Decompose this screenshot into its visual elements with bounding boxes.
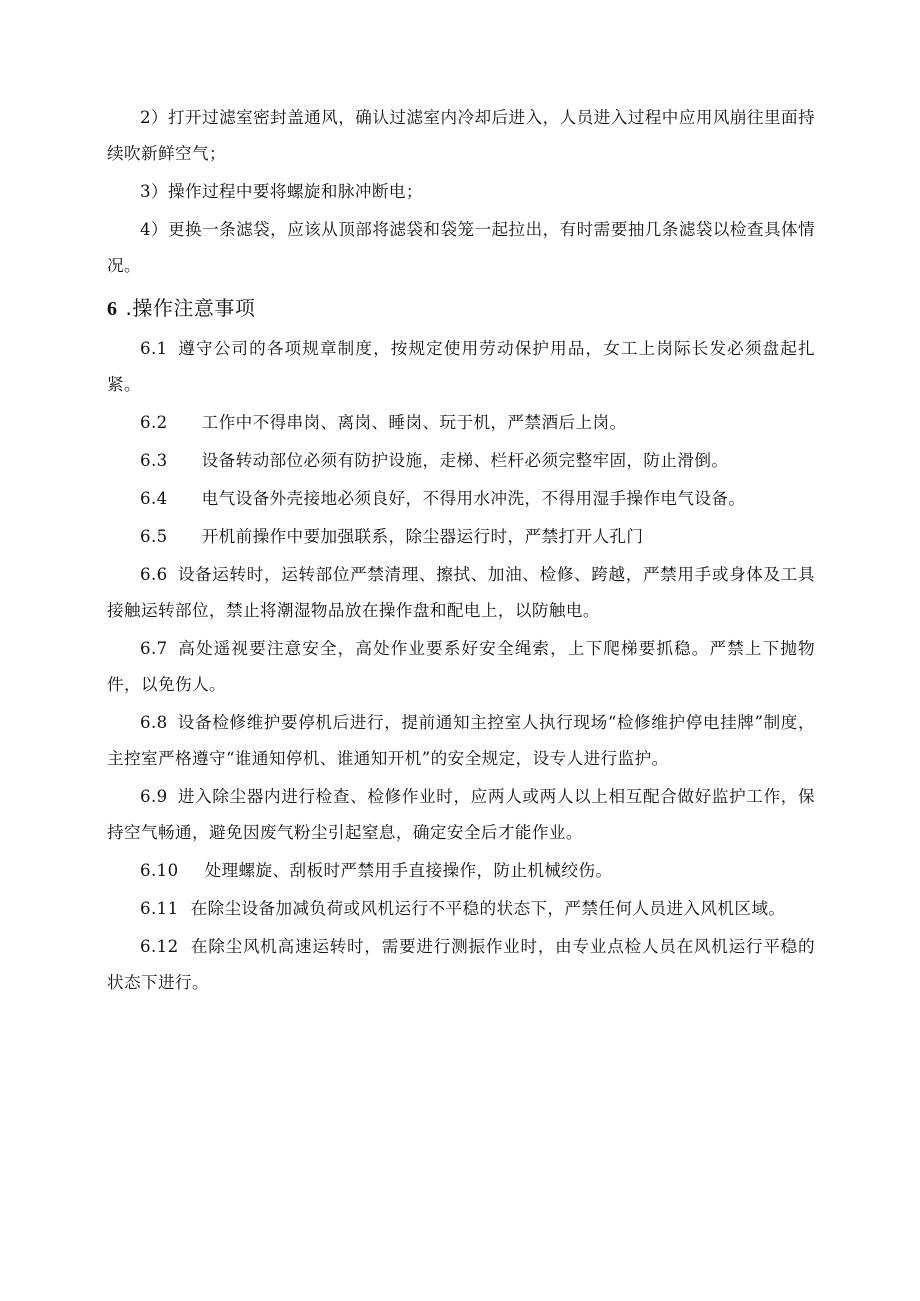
item-text: 电气设备外壳接地必须良好，不得用水冲洗，不得用湿手操作电气设备。 (201, 489, 746, 508)
item-number: 6.6 (140, 565, 168, 584)
item-number: 6.2 (140, 413, 168, 432)
item-text: 开机前操作中要加强联系，除尘器运行时，严禁打开人孔门 (201, 527, 644, 546)
item-text: 处理螺旋、刮板时严禁用手直接操作，防止机械绞伤。 (204, 861, 613, 880)
item-number: 6.1 (140, 339, 168, 358)
item-6-7 (107, 631, 815, 703)
item-6-12 (107, 929, 815, 1001)
item-text: 在除尘风机高速运转时，需要进行测振作业时，由专业点检人员在风机运行平稳的状态下进行。 (107, 937, 815, 992)
step-2-paragraph: 2）打开过滤室密封盖通风，确认过滤室内冷却后进入，人员进入过程中应用风崩往里面持续吹新鲜空气； (107, 108, 815, 163)
item-6-4 (107, 481, 815, 517)
item-6-9 (107, 779, 815, 851)
item-number: 6.11 (140, 899, 179, 918)
item-number: 6.3 (140, 451, 168, 470)
item-text: 设备运转时，运转部位严禁清理、擦拭、加油、检修、跨越，严禁用手或身体及工具接触运转部位，禁止将潮湿物品放在操作盘和配电上，以防触电。 (107, 565, 815, 620)
item-text: 进入除尘器内进行检查、检修作业时，应两人或两人以上相互配合做好监护工作，保持空气畅通，避免因废气粉尘引起窒息，确定安全后才能作业。 (107, 787, 815, 842)
step-4-paragraph: 4）更换一条滤袋，应该从顶部将滤袋和袋笼一起拉出，有时需要抽几条滤袋以检查具体情况。 (107, 220, 815, 275)
document-body (107, 100, 815, 1003)
item-number: 6.8 (140, 713, 168, 732)
item-6-6 (107, 557, 815, 629)
item-6-11 (107, 891, 815, 927)
item-text: 设备转动部位必须有防护设施，走梯、栏杆必须完整牢固，防止滑倒。 (201, 451, 729, 470)
section-number: 6 (107, 298, 118, 320)
item-number: 6.7 (140, 639, 168, 658)
item-text: 高处遥视要注意安全，高处作业要系好安全绳索，上下爬梯要抓稳。严禁上下抛物件，以免伤人。 (107, 639, 815, 694)
section-heading (107, 288, 815, 329)
item-number: 6.9 (140, 787, 168, 806)
item-number: 6.4 (140, 489, 168, 508)
item-6-10 (107, 853, 815, 889)
item-6-3 (107, 443, 815, 479)
item-number: 6.10 (140, 861, 179, 880)
item-6-8 (107, 705, 815, 777)
section-title: .操作注意事项 (125, 296, 256, 320)
item-text: 工作中不得串岗、离岗、睡岗、玩于机，严禁酒后上岗。 (201, 413, 627, 432)
step-3-paragraph: 3）操作过程中要将螺旋和脉冲断电； (140, 182, 423, 201)
item-6-2 (107, 405, 815, 441)
item-text: 在除尘设备加减负荷或风机运行不平稳的状态下，严禁任何人员进入风机区域。 (190, 899, 786, 918)
item-6-5 (107, 519, 815, 555)
item-text: 设备检修维护要停机后进行，提前通知主控室人执行现场“检修维护停电挂牌”制度，主控室严格遵守“谁通知停机、谁通知开机”的安全规定，设专人进行监护。 (107, 713, 815, 768)
item-text: 遵守公司的各项规章制度，按规定使用劳动保护用品，女工上岗际长发必须盘起扎紧。 (107, 339, 815, 394)
item-number: 6.12 (140, 937, 179, 956)
item-6-1 (107, 331, 815, 403)
item-number: 6.5 (140, 527, 168, 546)
